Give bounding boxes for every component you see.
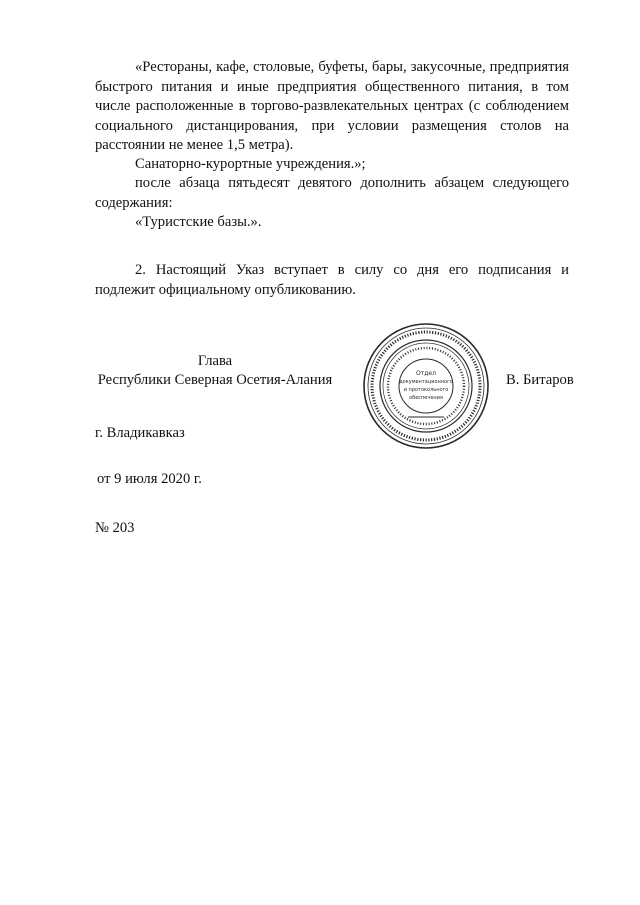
paragraph-sanatoriums: Санаторно-курортные учреждения.»; [135, 156, 366, 172]
signature-title [85, 352, 345, 390]
city: г. Владикавказ [95, 425, 185, 441]
signature-name: В. Битаров [506, 372, 574, 388]
official-seal-stamp [361, 321, 491, 451]
stamp-inner-line-2: документационного [399, 379, 453, 385]
signature-title-line-1: Глава [197, 353, 233, 369]
paragraph-tourist-bases: «Туристские базы.». [135, 214, 262, 230]
document-date: от 9 июля 2020 г. [97, 471, 202, 487]
paragraph-addition: после абзаца пятьдесят девятого дополнить абзацем следующего содержания: [95, 175, 569, 211]
signature-title-line-2: Республики Северная Осетия-Алания [97, 372, 333, 388]
stamp-inner-line-4: обеспечения [409, 395, 443, 401]
stamp-inner-line-3: и протокольного [403, 387, 449, 393]
paragraph-entry-into-force: 2. Настоящий Указ вступает в силу со дня его подписания и подлежит официальному опубликованию. [95, 262, 569, 298]
document-number: № 203 [95, 520, 135, 536]
paragraph-restaurants: «Рестораны, кафе, столовые, буфеты, бары, закусочные, предприятия быстрого питания и иные предприятия общественного питания, в том числе расположенные в торгово-развлекательных центрах (с соблюдением социального дистанцирования, при условии размещения столов на расстоянии не менее 1,5 метра). [95, 59, 569, 153]
stamp-inner-line-1: Отдел [416, 370, 436, 377]
